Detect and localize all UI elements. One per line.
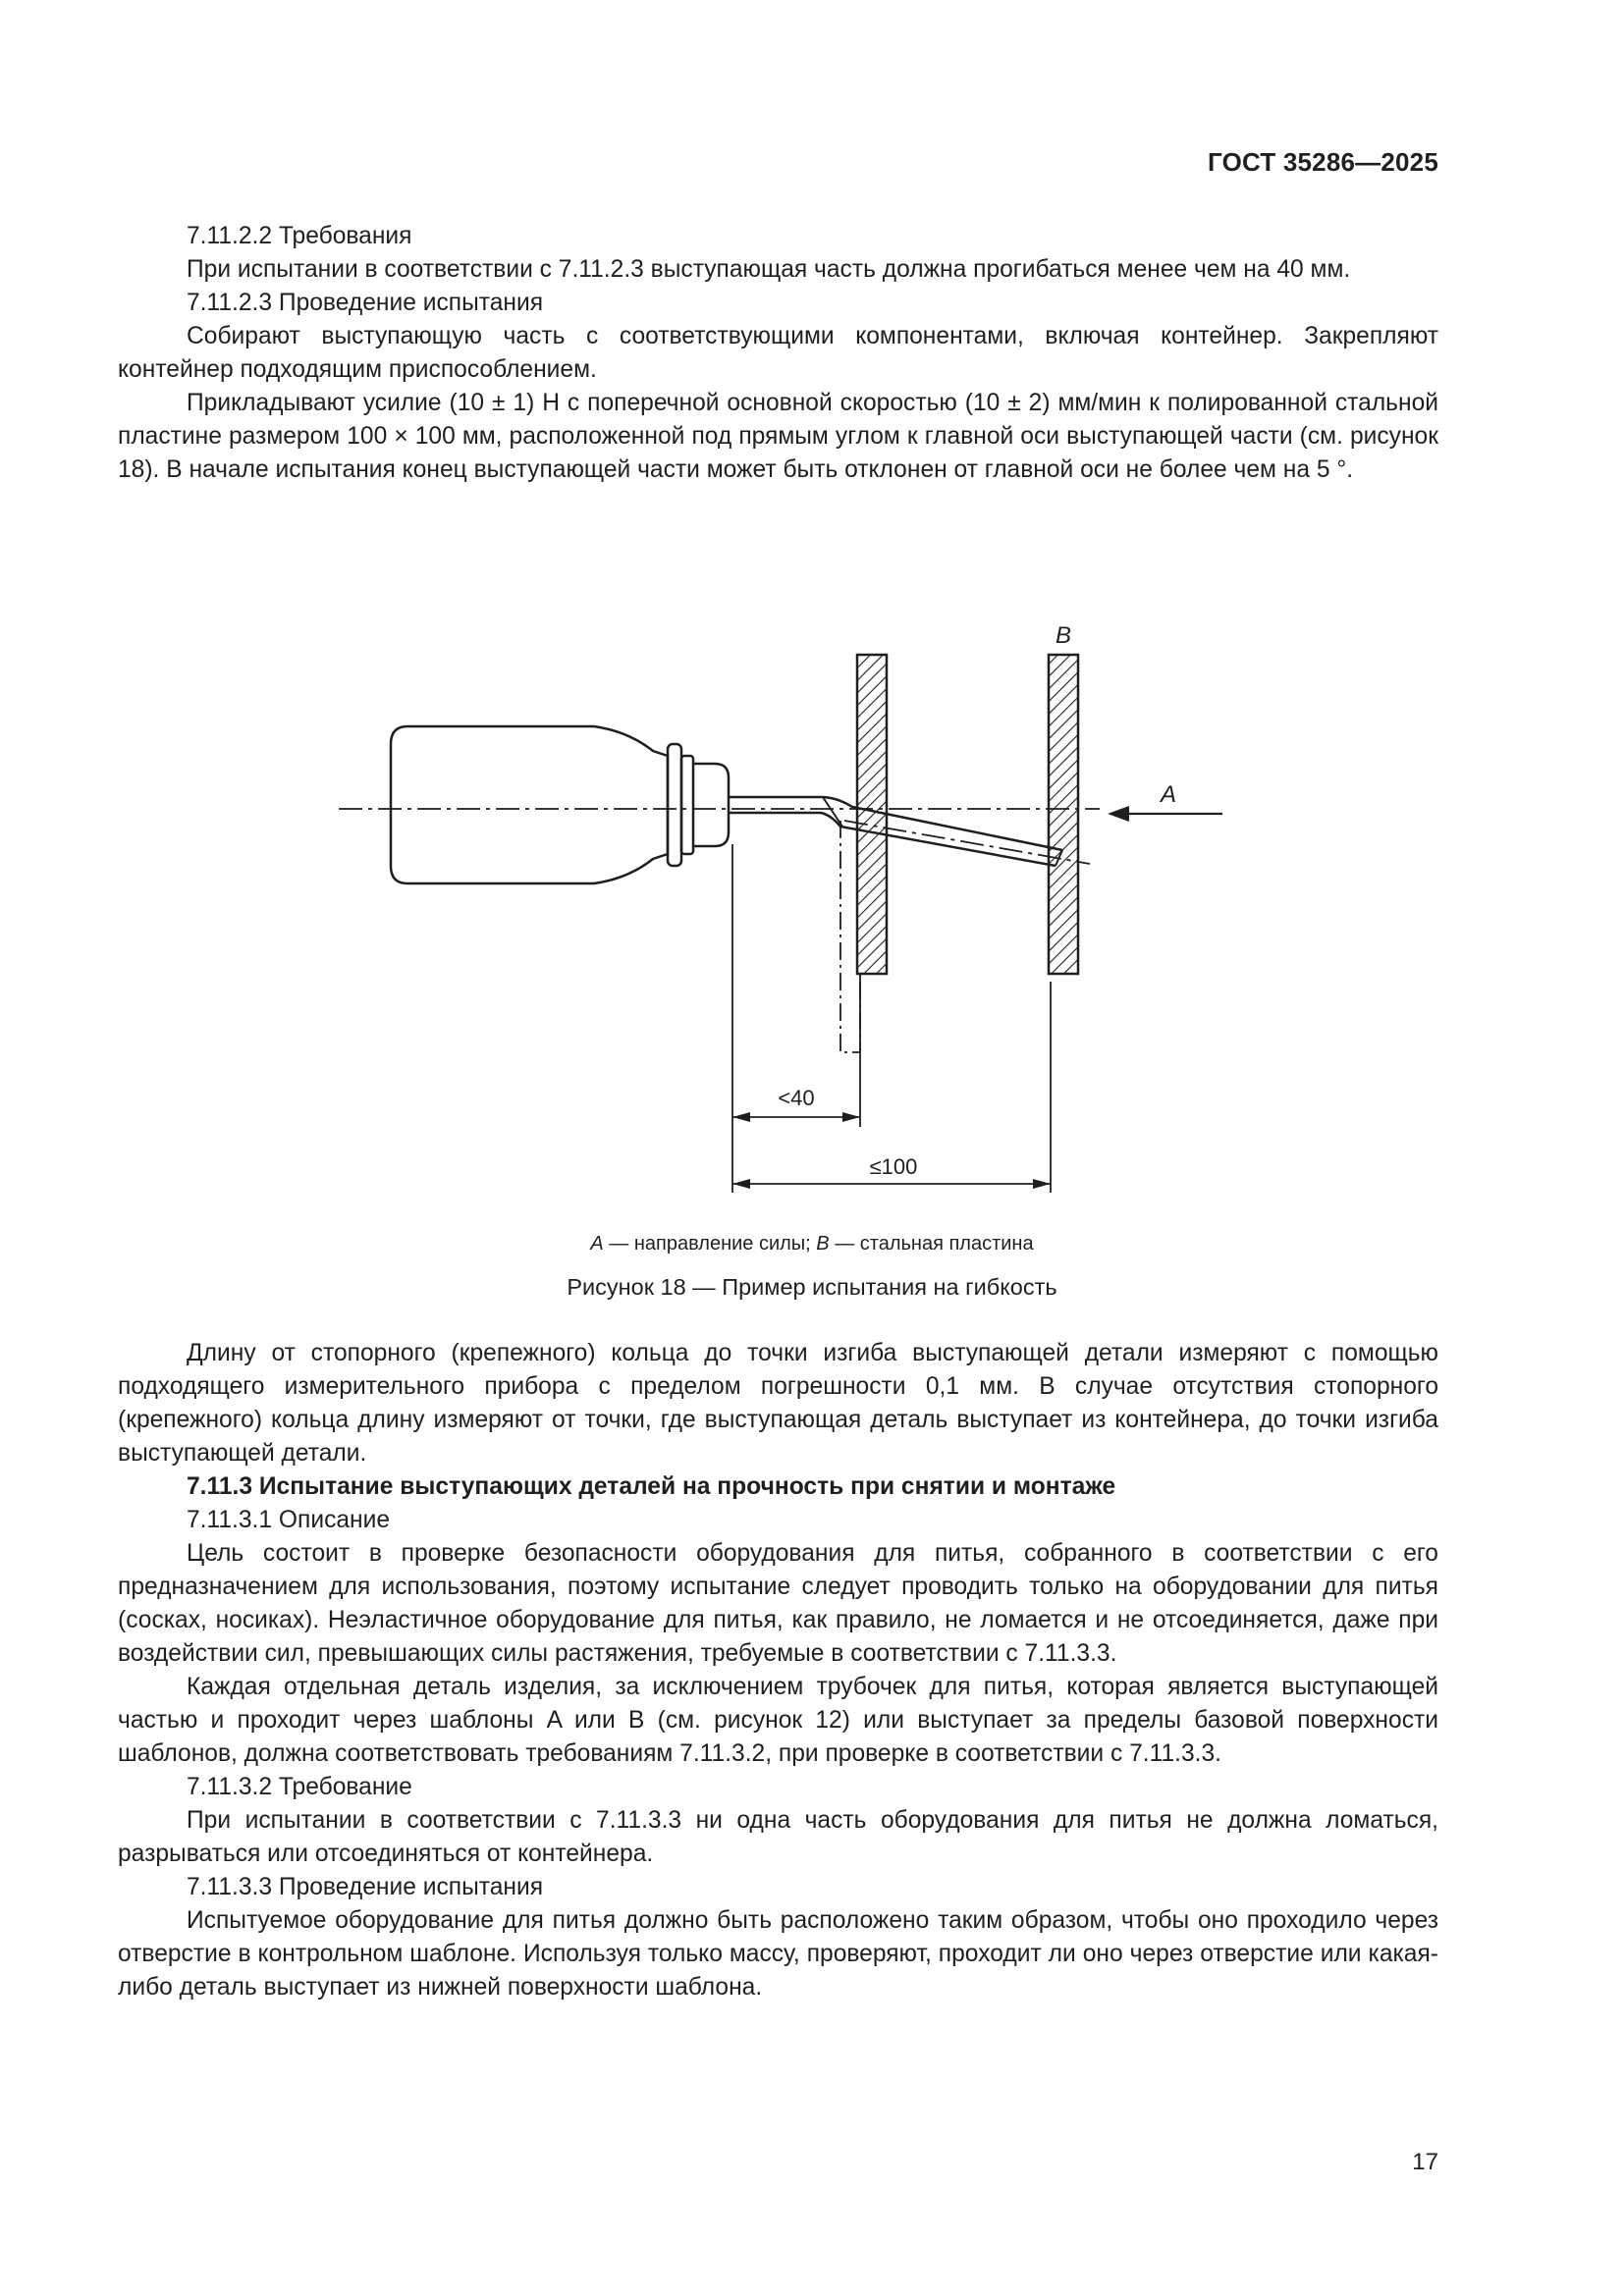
dimension-extension-lines	[732, 844, 1051, 1193]
dimension-short-label: <40	[778, 1086, 815, 1110]
paragraph: 7.11.3.3 Проведение испытания	[187, 1874, 544, 1900]
paragraph: 7.11.3.2 Требование	[187, 1774, 412, 1800]
legend-a-letter: A	[590, 1233, 604, 1255]
protruding-tube	[729, 797, 1062, 866]
section-heading: 7.11.3 Испытание выступающих деталей на прочность при снятии и монтаже	[187, 1473, 1116, 1500]
paragraph: При испытании в соответствии с 7.11.2.3 выступающая часть должна прогибаться менее чем на 40 мм.	[187, 256, 1351, 283]
dimension-long	[732, 1179, 1051, 1189]
dimension-long-label: ≤100	[869, 1154, 918, 1179]
steel-plate-initial	[857, 655, 887, 974]
paragraph: Цель состоит в проверке безопасности оборудования для питья, собранного в соответствии с его предназначением для использования, поэтому испытание следует проводить только на оборудовании для питья (сосках, носиках). Неэластичное оборудование для питья, как правило, не ломается и не отсоединяется, даже при воздействии сил, превышающих силы растяжения, требуемые в соответствии с 7.11.3.3.	[118, 1540, 1438, 1667]
paragraph: Испытуемое оборудование для питья должно быть расположено таким образом, чтобы оно проходило через отверстие в контрольном шаблоне. Используя только массу, проверяют, проходит ли оно через отверстие или какая-либо деталь выступает из нижней поверхности шаблона.	[118, 1907, 1438, 2001]
paragraph: Прикладывают усилие (10 ± 1) Н с поперечной основной скоростью (10 ± 2) мм/мин к полированной стальной пластине размером 100 × 100 мм, расположенной под прямым углом к главной оси выступающей части (см. рисунок 18). В начале испытания конец выступающей части может быть отклонен от главной оси не более чем на 5 °.	[118, 390, 1438, 483]
force-arrow	[1108, 806, 1222, 822]
figure-caption: Рисунок 18 — Пример испытания на гибкость	[567, 1274, 1057, 1300]
paragraph: При испытании в соответствии с 7.11.3.3 ни одна часть оборудования для питья не должна ломаться, разрываться или отсоединяться от контейнера.	[118, 1807, 1438, 1867]
paragraph: Собирают выступающую часть с соответствующими компонентами, включая контейнер. Закрепляют контейнер подходящим приспособлением.	[118, 323, 1438, 383]
standard-header: ГОСТ 35286—2025	[1208, 147, 1438, 177]
figure-legend	[0, 1233, 1624, 1255]
paragraph: 7.11.2.3 Проведение испытания	[187, 290, 544, 316]
legend-b-letter: B	[816, 1233, 830, 1255]
paragraph: 7.11.2.2 Требования	[187, 223, 412, 249]
container-bottle	[391, 726, 729, 883]
legend-b-text: — стальная пластина	[829, 1233, 1034, 1255]
dimension-short	[732, 1112, 860, 1122]
paragraph: Каждая отдельная деталь изделия, за исключением трубочек для питья, которая является выступающей частью и проходит через шаблоны A или B (см. рисунок 12) или выступает за пределы базовой поверхности шаблонов, должна соответствовать требованиям 7.11.3.2, при проверке в соответствии с 7.11.3.3.	[118, 1674, 1438, 1767]
legend-a-text: — направление силы;	[603, 1233, 817, 1255]
paragraph: 7.11.3.1 Описание	[187, 1507, 391, 1533]
page-number: 17	[1412, 2149, 1438, 2175]
bottom-text-block	[118, 1337, 1438, 2004]
label-a: A	[1160, 781, 1177, 808]
steel-plate-final	[1049, 655, 1078, 974]
label-b: B	[1055, 622, 1072, 649]
paragraph: Длину от стопорного (крепежного) кольца до точки изгиба выступающей детали измеряют с помощью подходящего измерительного прибора с пределом погрешности 0,1 мм. В случае отсутствия стопорного (крепежного) кольца длину измеряют от точки, где выступающая деталь выступает из контейнера, до точки изгиба выступающей детали.	[118, 1340, 1438, 1467]
